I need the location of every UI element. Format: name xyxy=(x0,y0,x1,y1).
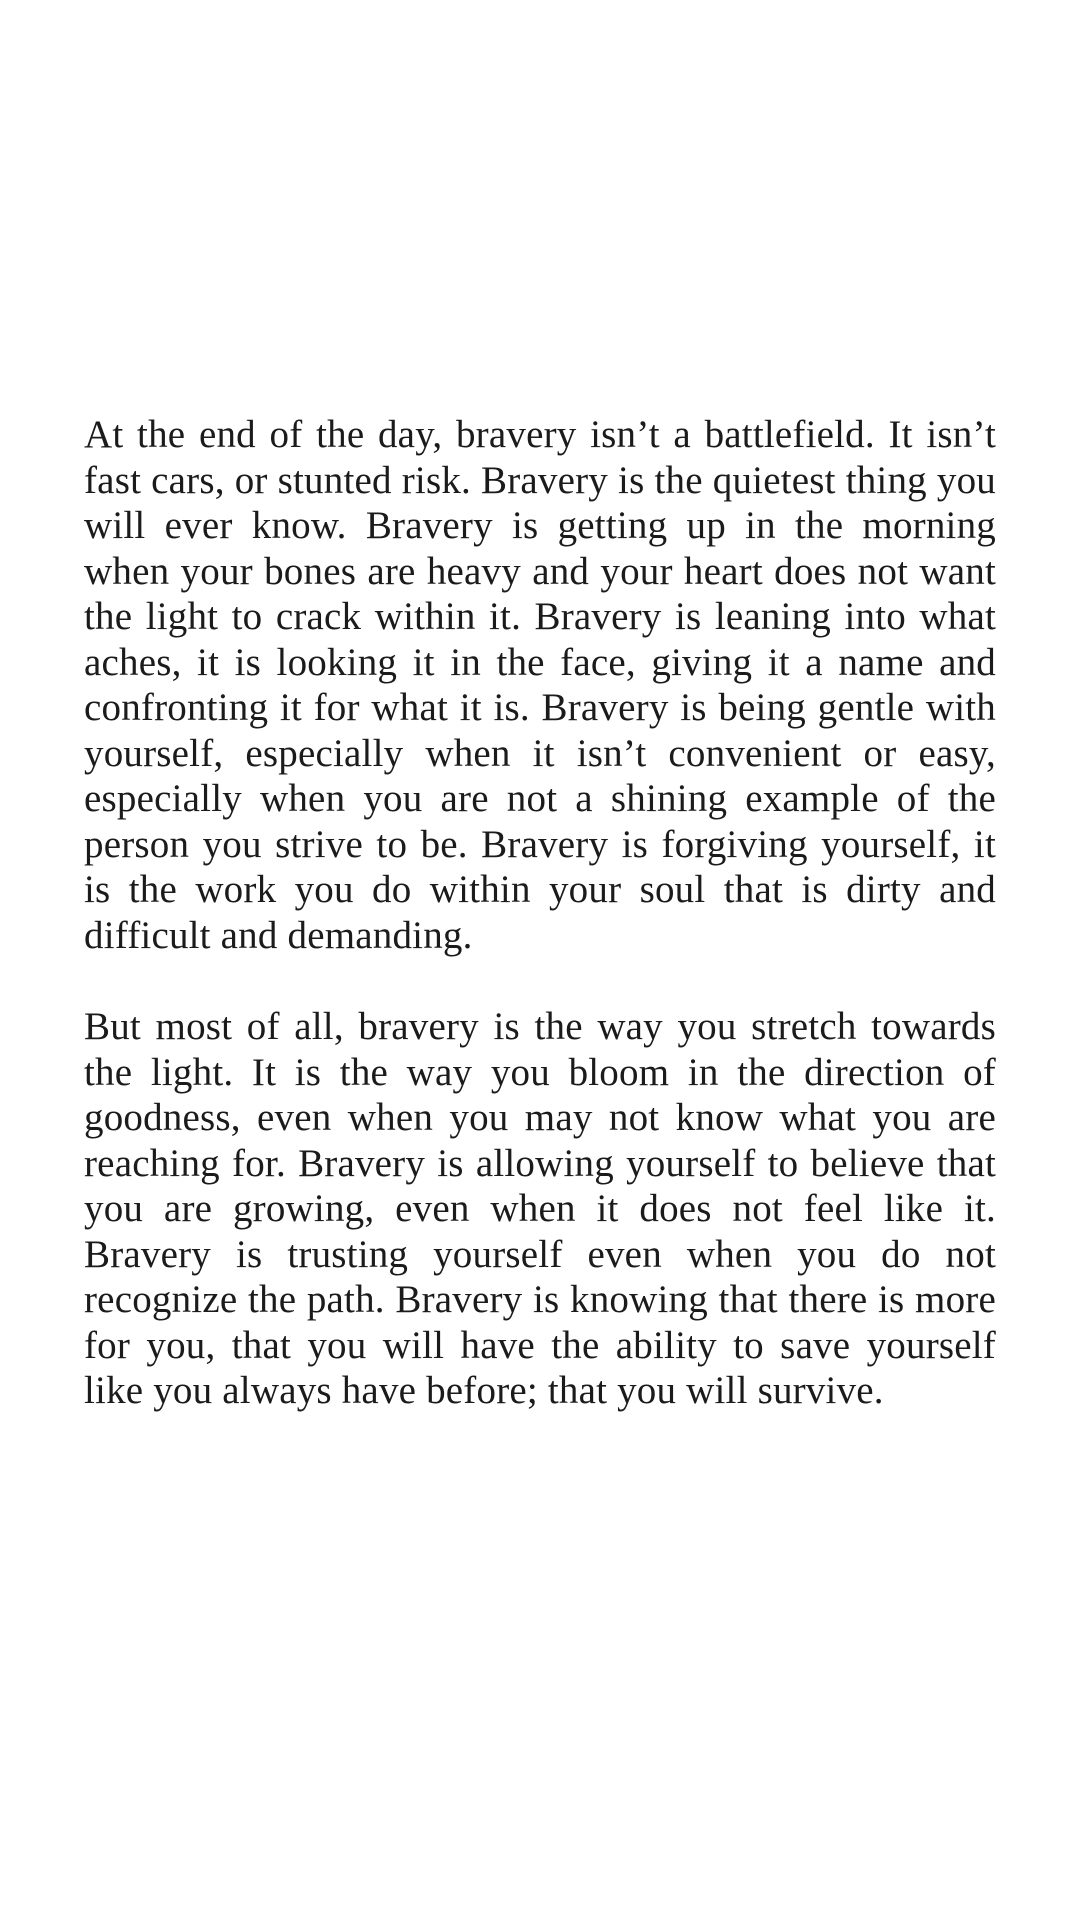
text-block xyxy=(84,412,996,1414)
paragraph-1: At the end of the day, bravery isn’t a battlefield. It isn’t fast cars, or stunted risk. Bravery is the quietest thing you will ever know. Bravery is getting up in the morning when your bones are heavy and your heart does not want the light to crack within it. Bravery is leaning into what aches, it is looking it in the face, giving it a name and confronting it for what it is. Bravery is being gentle with yourself, especially when it isn’t convenient or easy, especially when you are not a shining example of the person you strive to be. Bravery is forgiving yourself, it is the work you do within your soul that is dirty and difficult and demanding. xyxy=(84,413,996,957)
paragraph-2: But most of all, bravery is the way you stretch towards the light. It is the way you bloom in the direction of goodness, even when you may not know what you are reaching for. Bravery is allowing yourself to believe that you are growing, even when it does not feel like it. Bravery is trusting yourself even when you do not recognize the path. Bravery is knowing that there is more for you, that you will have the ability to save yourself like you always have before; that you will survive. xyxy=(84,1005,996,1412)
